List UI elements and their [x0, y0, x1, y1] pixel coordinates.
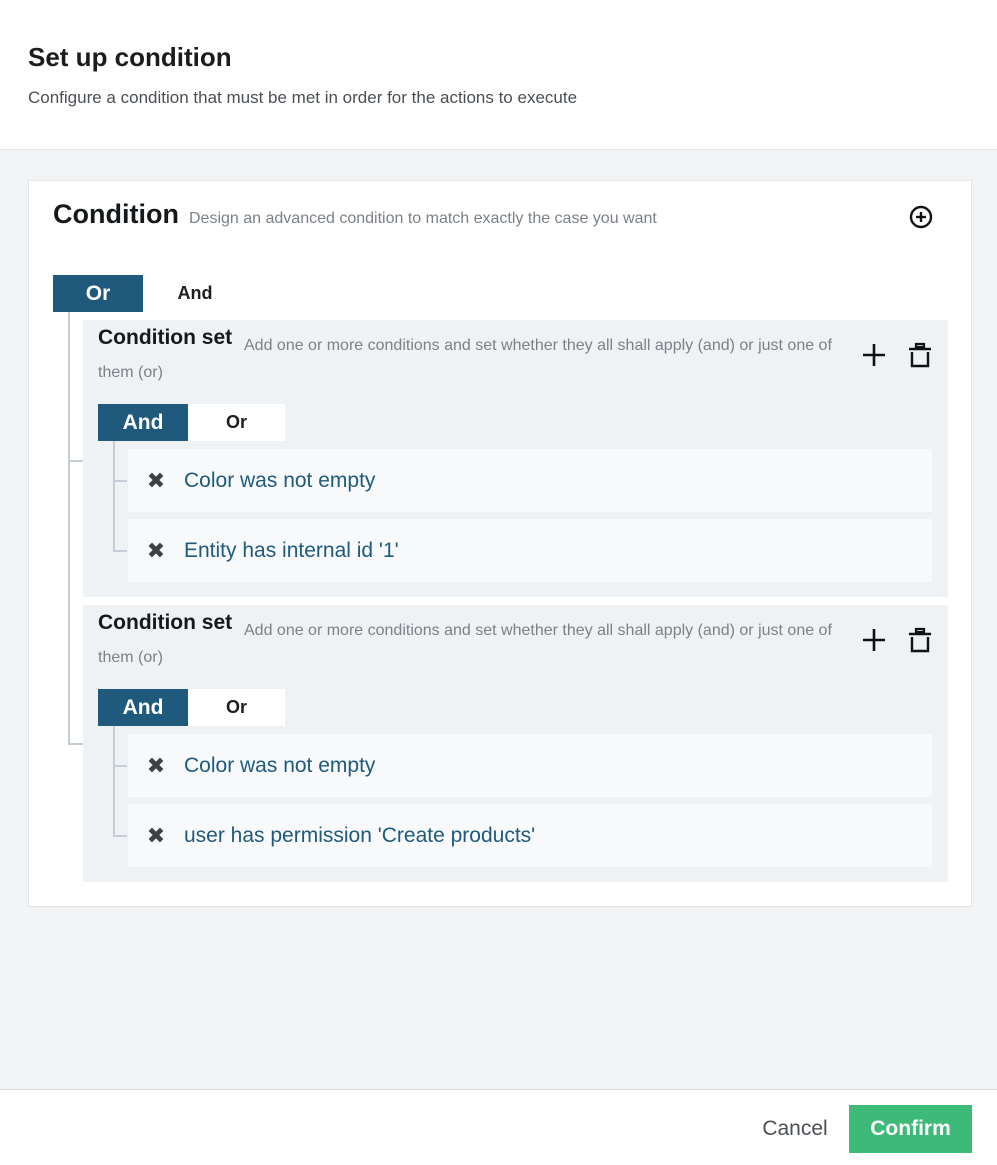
tree-branch: [113, 835, 127, 837]
condition-title: Condition: [53, 199, 179, 229]
tree-branch: [68, 743, 84, 745]
condition-label[interactable]: Color was not empty: [184, 468, 376, 492]
tree-line: [113, 726, 115, 837]
operator-and-option[interactable]: And: [98, 689, 188, 726]
condition-set-operator-toggle[interactable]: [98, 689, 285, 726]
tree-branch: [113, 550, 127, 552]
condition-label[interactable]: Entity has internal id '1': [184, 538, 399, 562]
confirm-button[interactable]: Confirm: [849, 1105, 972, 1153]
dialog-title: Set up condition: [28, 42, 232, 72]
trash-icon[interactable]: [908, 627, 932, 653]
operator-and-option[interactable]: And: [98, 404, 188, 441]
trash-icon[interactable]: [908, 342, 932, 368]
plus-icon[interactable]: [861, 627, 887, 653]
plus-icon[interactable]: [861, 342, 887, 368]
dialog-header: [0, 0, 997, 150]
x-mark-icon[interactable]: ✖: [146, 467, 166, 493]
tree-line: [113, 441, 115, 552]
condition-set-description: Add one or more conditions and set whether they all shall apply (and) or just one of them (or): [98, 337, 832, 381]
tree-branch: [113, 480, 127, 482]
condition-row[interactable]: [128, 804, 932, 867]
operator-or-option[interactable]: Or: [188, 689, 285, 726]
condition-set-title: Condition set: [98, 611, 233, 634]
condition-row[interactable]: [128, 519, 932, 582]
cancel-button[interactable]: Cancel: [746, 1108, 844, 1150]
condition-row[interactable]: [128, 734, 932, 797]
condition-card: [28, 180, 972, 907]
x-mark-icon[interactable]: ✖: [146, 537, 166, 563]
condition-label[interactable]: Color was not empty: [184, 753, 376, 777]
x-mark-icon[interactable]: ✖: [146, 822, 166, 848]
tree-branch: [68, 460, 84, 462]
tree-line: [68, 312, 70, 745]
condition-set: [83, 320, 948, 597]
dialog-subtitle: Configure a condition that must be met in order for the actions to execute: [28, 88, 578, 107]
operator-or-option[interactable]: Or: [53, 275, 143, 312]
condition-operator-toggle[interactable]: [53, 275, 247, 312]
condition-label[interactable]: user has permission 'Create products': [184, 823, 536, 847]
x-mark-icon[interactable]: ✖: [146, 752, 166, 778]
condition-set-title: Condition set: [98, 326, 233, 349]
condition-description: Design an advanced condition to match exactly the case you want: [189, 210, 657, 227]
condition-row[interactable]: [128, 449, 932, 512]
plus-circle-icon[interactable]: [907, 203, 935, 231]
dialog-footer: [0, 1089, 997, 1165]
condition-set: [83, 605, 948, 882]
operator-or-option[interactable]: Or: [188, 404, 285, 441]
dialog-body: [0, 150, 997, 1089]
tree-branch: [113, 765, 127, 767]
operator-and-option[interactable]: And: [143, 275, 247, 312]
condition-set-operator-toggle[interactable]: [98, 404, 285, 441]
condition-set-description: Add one or more conditions and set whether they all shall apply (and) or just one of them (or): [98, 622, 832, 666]
